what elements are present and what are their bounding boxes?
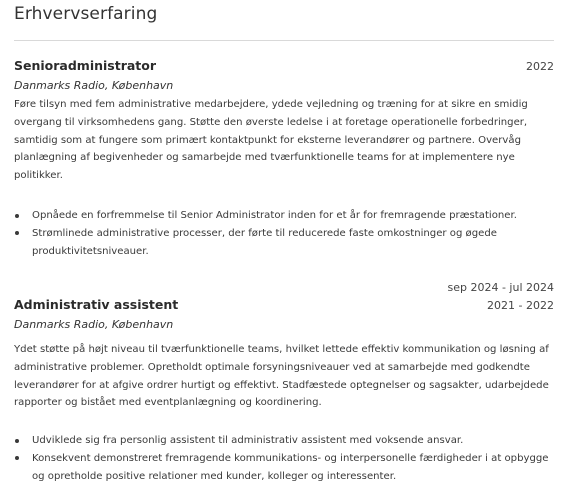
achievement-list	[14, 432, 562, 485]
achievement-item	[14, 207, 562, 225]
achievement-text: Udviklede sig fra personlig assistent til administrativ assistent med voksende ansvar.	[32, 435, 464, 446]
section-divider	[14, 40, 554, 41]
job-date-primary: sep 2024 - jul 2024	[447, 281, 554, 294]
job-title: Senioradministrator	[14, 58, 157, 73]
bullet-icon	[15, 456, 19, 460]
job-date: 2022	[526, 60, 554, 73]
achievement-item	[14, 225, 562, 261]
achievement-text: Strømlinede administrative processer, der førte til reducerede faste omkostninger og øgede produktivitetsniveauer.	[32, 227, 497, 257]
job-company: Danmarks Radio, København	[14, 318, 174, 331]
achievement-list	[14, 207, 562, 260]
job-description: Føre tilsyn med fem administrative medarbejdere, ydede vejledning og træning for at sikre en smidig overgang til virksomhedens gang. Støtte den øverste ledelse i at foretage operationelle forbedringer, samtidig som at fungere som primært kontaktpunkt for eksterne leverandører og partnere. Overvåg planlægning af begivenheder og samarbejde med tværfunktionelle teams for at implementere nye politikker.	[14, 99, 528, 182]
achievement-item	[14, 432, 562, 450]
job-title: Administrativ assistent	[14, 297, 179, 312]
bullet-icon	[15, 214, 19, 218]
achievement-text: Konsekvent demonstreret fremragende kommunikations- og interpersonelle færdigheder i at opbygge og opretholde positive relationer med kunder, kolleger og interessenter.	[32, 452, 549, 482]
achievement-text: Opnåede en forfremmelse til Senior Administrator inden for et år for fremragende præstationer.	[32, 210, 517, 221]
job-company: Danmarks Radio, København	[14, 79, 174, 92]
achievement-item	[14, 450, 562, 486]
job-description: Ydet støtte på højt niveau til tværfunktionelle teams, hvilket lettede effektiv kommunikation og løsning af administrative problemer. Opretholdt optimale forsyningsniveauer ved at samarbejde med godkendte leverandører for at afgive ordrer hurtigt og effektivt. Stadfæstede optegnelser og sagsakter, udarbejdede rapporter og bistået med eventplanlægning og koordinering.	[14, 344, 549, 409]
bullet-icon	[15, 439, 19, 443]
bullet-icon	[15, 231, 19, 235]
job-date-secondary: 2021 - 2022	[487, 299, 554, 312]
section-title: Erhvervserfaring	[14, 4, 158, 24]
